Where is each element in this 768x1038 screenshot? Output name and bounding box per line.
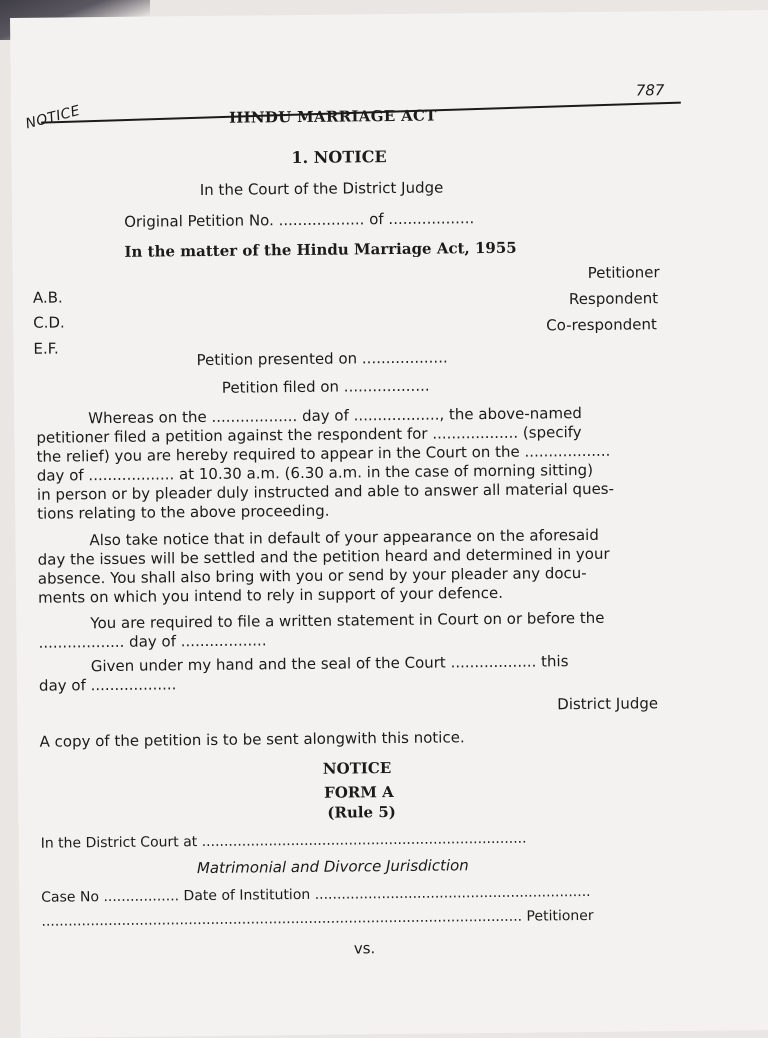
form-notice-heading: NOTICE (322, 759, 392, 778)
paragraph-line: tions relating to the above proceeding. (37, 501, 330, 523)
filed-line: Petition filed on .................. (221, 376, 430, 397)
paragraph-line: day of .................. at 10.30 a.m. (6.30 a.m. in the case of morning sitting) (36, 460, 594, 485)
paragraph-line: day of .................. (38, 675, 177, 695)
petitioner-line: ............................................................................................................ Petitioner (41, 907, 594, 930)
jurisdiction-line: Matrimonial and Divorce Jurisdiction (196, 856, 469, 878)
party-initials-cd: C.D. (33, 313, 65, 332)
form-title: FORM A (324, 783, 394, 802)
party-role-respondent: Respondent (568, 289, 659, 309)
versus: vs. (353, 939, 376, 958)
notice-heading: 1. NOTICE (291, 147, 387, 168)
paragraph-line: Whereas on the .................. day of .................., the above-named (88, 404, 582, 428)
paragraph-line: You are required to file a written statement in Court on or before the (90, 608, 605, 633)
matter-line: In the matter of the Hindu Marriage Act, 1955 (124, 238, 517, 261)
party-role-co-respondent: Co-respondent (546, 315, 657, 335)
paragraph-line: in person or by pleader duly instructed and able to answer all material ques- (36, 479, 615, 504)
paragraph-line: day the issues will be settled and the petition heard and determined in your (37, 544, 610, 569)
paragraph-line: Also take notice that in default of your appearance on the aforesaid (89, 525, 599, 550)
paragraph-line: .................. day of .................. (38, 631, 267, 652)
running-header-label: NOTICE (23, 102, 82, 133)
paragraph-written-statement (38, 608, 688, 653)
document-page (10, 10, 768, 1038)
case-line: Case No ................. Date of Institution .............................................................. (41, 883, 591, 906)
paragraph-line: Given under my hand and the seal of the Court .................. this (90, 652, 569, 676)
paragraph-line: the relief) you are hereby required to appear in the Court on the .................. (36, 441, 611, 466)
petition-number-line: Original Petition No. .................. of .................. (124, 209, 475, 231)
copy-note: A copy of the petition is to be sent alongwith this notice. (39, 728, 465, 751)
paragraph-default (37, 525, 688, 608)
signatory: District Judge (557, 694, 659, 714)
party-initials-ef: E.F. (33, 339, 59, 358)
paragraph-appearance (36, 403, 687, 524)
party-role-petitioner: Petitioner (587, 263, 660, 282)
form-rule: (Rule 5) (327, 803, 396, 822)
paragraph-line: ments on which you intend to rely in support of your defence. (37, 583, 504, 607)
page-number: 787 (635, 81, 665, 100)
court-line: In the Court of the District Judge (199, 178, 444, 200)
paragraph-line: absence. You shall also bring with you or send by your pleader any docu- (37, 563, 587, 588)
party-initials-ab: A.B. (32, 288, 63, 307)
paragraph-line: petitioner filed a petition against the respondent for .................. (specify (36, 423, 582, 447)
act-title: HINDU MARRIAGE ACT (228, 106, 437, 127)
district-court-line: In the District Court at ......................................................................... (40, 830, 527, 852)
presented-line: Petition presented on .................. (196, 348, 448, 370)
paragraph-given-under-hand (39, 651, 689, 696)
